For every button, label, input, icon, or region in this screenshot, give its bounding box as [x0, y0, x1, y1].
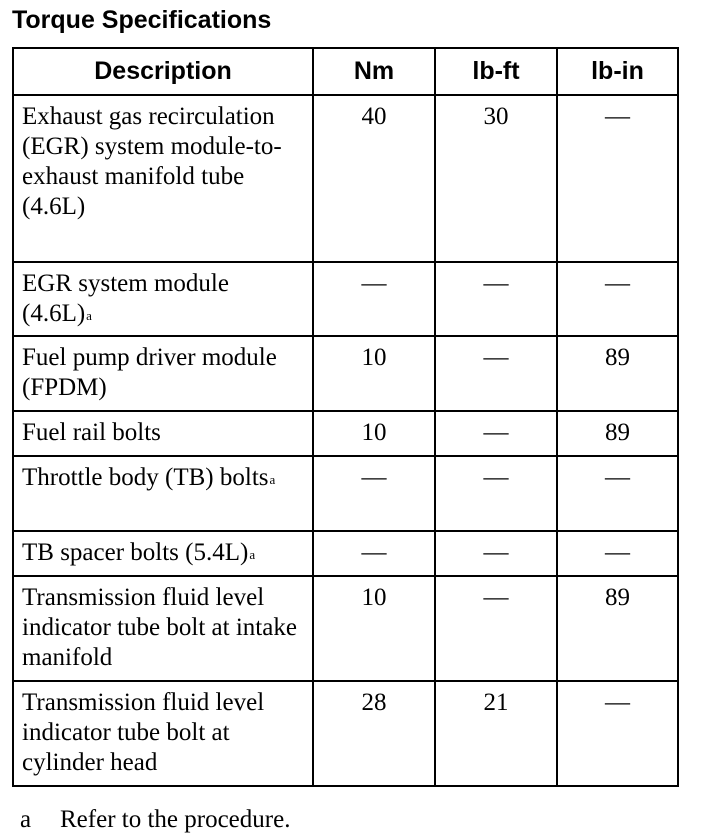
row-lb-ft-value: — — [435, 576, 557, 681]
row-description — [13, 576, 313, 681]
row-lb-in-value: — — [557, 681, 678, 786]
row-description — [13, 262, 313, 336]
footnote-marker: a — [249, 547, 256, 562]
row-nm-value: 10 — [313, 411, 435, 456]
table-row — [13, 576, 678, 681]
row-lb-in-value: — — [557, 95, 678, 262]
row-description — [13, 681, 313, 786]
row-lb-in-value: 89 — [557, 336, 678, 411]
description-text: EGR system module (4.6L) — [22, 270, 229, 327]
footnote-text: Refer to the procedure. — [60, 806, 291, 833]
description-text: Exhaust gas recirculation (EGR) system module-to-exhaust manifold tube (4.6L) — [22, 103, 282, 220]
row-lb-ft-value: 21 — [435, 681, 557, 786]
header-lb-in: lb-in — [557, 48, 678, 95]
row-lb-ft-value: — — [435, 531, 557, 576]
description-text: Fuel pump driver module (FPDM) — [22, 344, 277, 401]
row-lb-ft-value: — — [435, 262, 557, 336]
header-description: Description — [13, 48, 313, 95]
table-row — [13, 681, 678, 786]
row-lb-in-value: — — [557, 531, 678, 576]
table-row — [13, 262, 678, 336]
table-row — [13, 336, 678, 411]
table-row — [13, 456, 678, 531]
row-description — [13, 336, 313, 411]
row-lb-ft-value: — — [435, 411, 557, 456]
row-nm-value: — — [313, 262, 435, 336]
footnote-mark: a — [20, 806, 32, 833]
row-description — [13, 411, 313, 456]
description-text: TB spacer bolts (5.4L) — [22, 539, 249, 566]
footnote — [20, 805, 290, 835]
row-nm-value: 40 — [313, 95, 435, 262]
row-description — [13, 456, 313, 531]
table-row — [13, 411, 678, 456]
footnote-marker: a — [269, 472, 276, 487]
description-text: Fuel rail bolts — [22, 419, 161, 446]
row-lb-in-value: 89 — [557, 576, 678, 681]
row-nm-value: — — [313, 531, 435, 576]
description-text: Transmission fluid level indicator tube bolt at cylinder head — [22, 689, 265, 776]
row-lb-ft-value: — — [435, 456, 557, 531]
header-nm: Nm — [313, 48, 435, 95]
page-title: Torque Specifications — [12, 6, 272, 34]
table-row — [13, 95, 678, 262]
table-row — [13, 531, 678, 576]
row-nm-value: 10 — [313, 336, 435, 411]
row-description — [13, 531, 313, 576]
row-lb-ft-value: — — [435, 336, 557, 411]
row-lb-in-value: — — [557, 262, 678, 336]
header-lb-ft: lb-ft — [435, 48, 557, 95]
row-nm-value: — — [313, 456, 435, 531]
torque-specifications-table — [12, 47, 679, 787]
table-header-row — [13, 48, 678, 95]
row-lb-in-value: 89 — [557, 411, 678, 456]
row-nm-value: 10 — [313, 576, 435, 681]
description-text: Transmission fluid level indicator tube bolt at intake manifold — [22, 584, 297, 671]
description-text: Throttle body (TB) bolts — [22, 464, 269, 491]
row-lb-ft-value: 30 — [435, 95, 557, 262]
row-lb-in-value: — — [557, 456, 678, 531]
row-nm-value: 28 — [313, 681, 435, 786]
row-description — [13, 95, 313, 262]
footnote-marker: a — [86, 308, 92, 323]
